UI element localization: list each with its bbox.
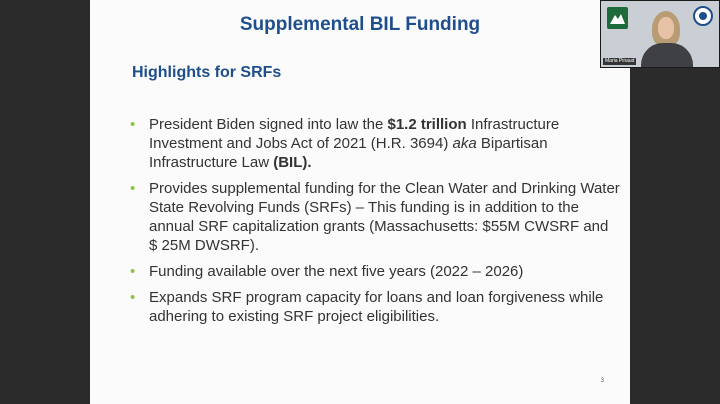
slide-title: Supplemental BIL Funding: [239, 14, 481, 35]
participant-face: [658, 17, 674, 39]
bullet-marker-icon: •: [130, 263, 136, 280]
slide-page-number: 3: [600, 378, 604, 384]
bullet-text-part: Funding available over the next five years (2022 – 2026): [149, 263, 524, 280]
bullet-text: [149, 180, 620, 254]
bullet-text-part: Expands SRF program capacity for loans and loan forgiveness while adhering to existing SRF project eligibilities.: [149, 289, 604, 325]
bullet-item: [130, 179, 620, 255]
bullet-text-part: Bipartisan Infrastructure Law: [149, 135, 548, 171]
bullet-item: [130, 115, 620, 172]
bullet-text-part: Infrastructure Investment and Jobs Act of 2021 (H.R. 3694): [149, 116, 560, 152]
bullet-marker-icon: •: [130, 289, 136, 306]
bullet-text-part: $1.2 trillion: [387, 116, 467, 133]
bullet-text-part: Provides supplemental funding for the Clean Water and Drinking Water State Revolving Funds (SRFs) – This funding is in addition to the annual SRF capitalization grants (Massachusetts: $55M CWSRF and $ 25M DWSRF).: [149, 180, 620, 254]
bullet-text-part: aka: [452, 135, 477, 152]
bullet-text: [149, 263, 523, 280]
bullet-text: [149, 289, 603, 325]
bullet-item: [130, 262, 620, 281]
slide-subtitle: Highlights for SRFs: [132, 64, 282, 81]
presentation-slide: [90, 0, 630, 404]
bullet-text-part: (BIL).: [273, 154, 312, 171]
bullet-item: [130, 288, 620, 326]
participant-video-tile[interactable]: [600, 0, 720, 68]
bullet-text-part: President Biden signed into law the: [149, 116, 388, 133]
bullet-marker-icon: •: [130, 180, 136, 197]
participant-body: [641, 43, 693, 68]
bullet-marker-icon: •: [130, 116, 136, 133]
participant-name-label: Maria Pinaud: [605, 58, 635, 64]
bullet-list: [130, 115, 620, 333]
bullet-text: [149, 116, 559, 171]
state-seal-icon: [693, 6, 713, 26]
agency-logo-icon: [607, 7, 628, 29]
